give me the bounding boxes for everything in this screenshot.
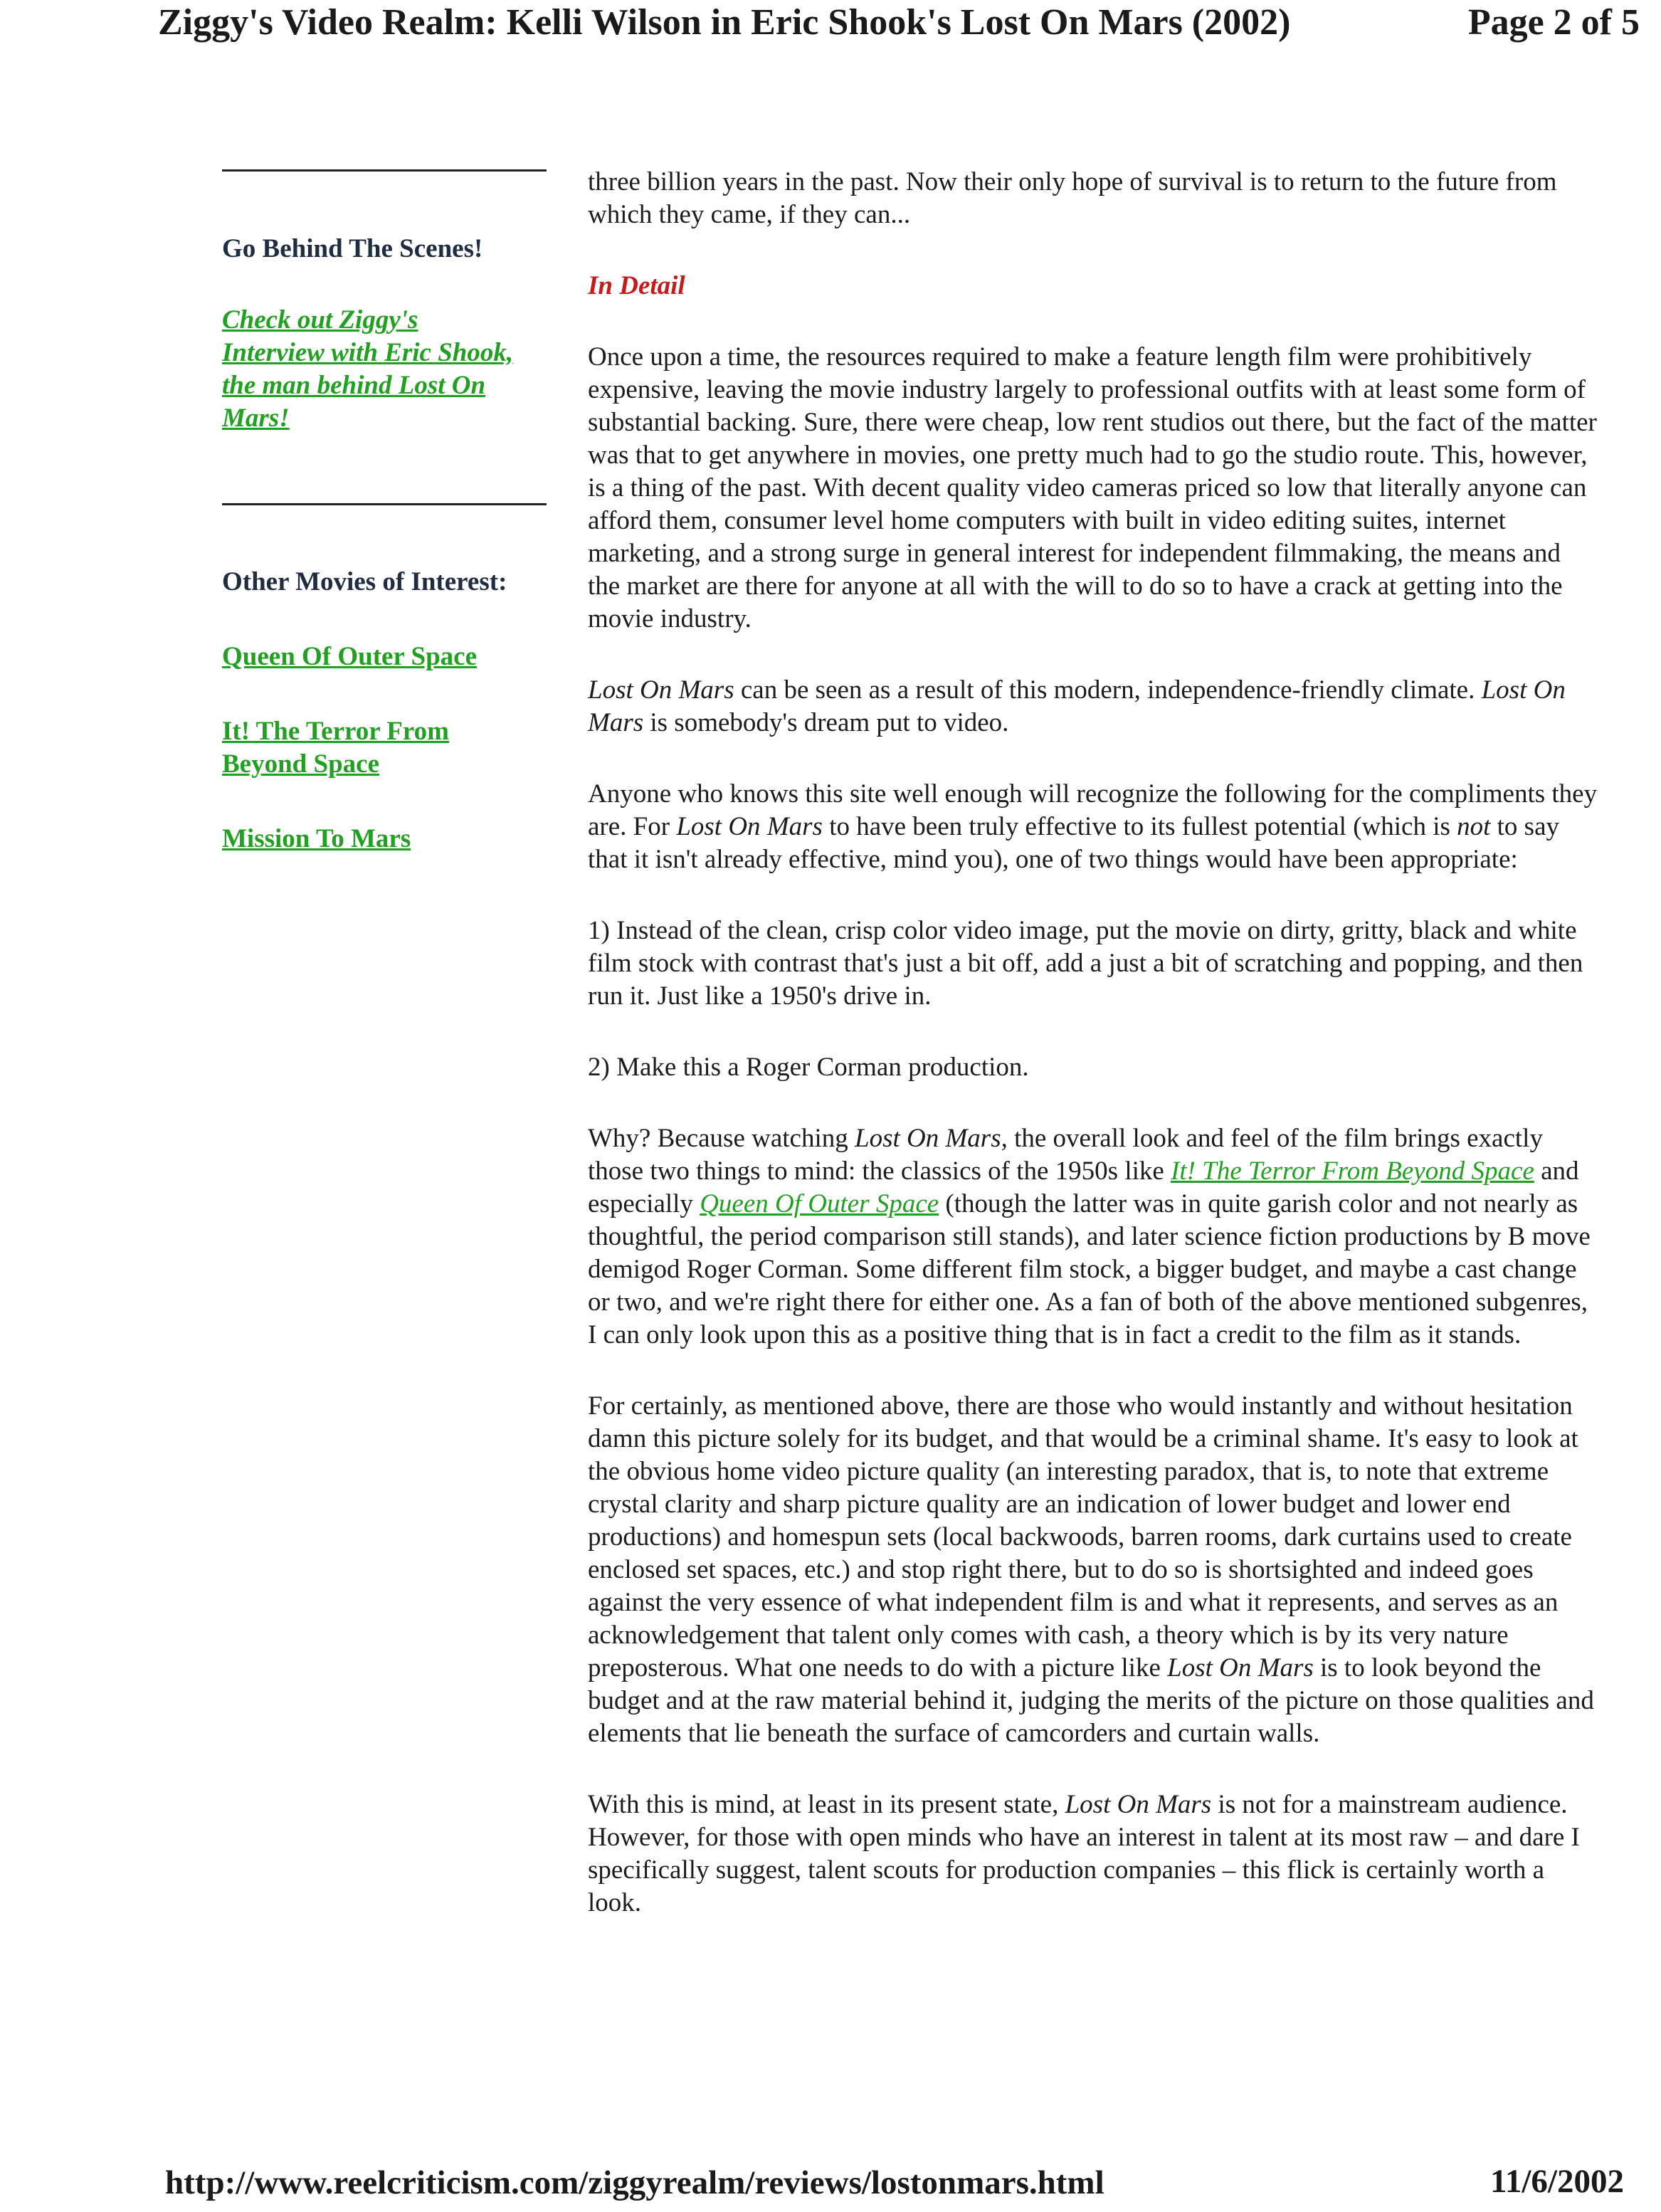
page-number: Page 2 of 5 — [1467, 2, 1640, 43]
behind-scenes-heading: Go Behind The Scenes! — [222, 234, 483, 263]
movie-link-mission-to-mars[interactable]: Mission To Mars — [222, 824, 411, 853]
film-title: Lost On Mars — [1065, 1790, 1212, 1819]
movie-link-it-the-terror[interactable]: It! The Terror From Beyond Space — [222, 717, 449, 779]
page-title: Ziggy's Video Realm: Kelli Wilson in Eric Shook's Lost On Mars (2002) — [158, 2, 1291, 43]
section-heading: In Detail — [588, 271, 685, 300]
paragraph-text: Why? Because watching — [588, 1124, 855, 1153]
paragraph-text: For certainly, as mentioned above, there are those who would instantly and without hesitation damn this picture solely for its budget, and that would be a criminal shame. It's easy to look at the obvious home video picture quality (an interesting paradox, that is, to note that extreme crystal clarity and sharp picture quality are an indication of lower budget and lower end productions) and homespun sets (local backwoods, barren rooms, dark curtains used to create enclosed set spaces, etc.) and stop right there, but to do so is shortsighted and indeed goes against the very essence of what independent film is and what it represents, and serves as an acknowledgement that talent only comes with cash, a theory which is by its very nature preposterous. What one needs to do with a picture like — [588, 1391, 1578, 1682]
paragraph-text: and especially — [588, 1157, 1579, 1218]
paragraph-8 — [588, 1789, 1598, 1919]
movie-link-queen-of-outer-space[interactable]: Queen Of Outer Space — [222, 642, 477, 671]
film-title: Lost On Mars, — [855, 1124, 1008, 1153]
page-url: http://www.reelcriticism.com/ziggyrealm/reviews/lostonmars.html — [165, 2164, 1104, 2201]
paragraph-2 — [588, 674, 1598, 739]
film-title: Lost On Mars — [588, 675, 1566, 737]
sidebar-divider — [222, 503, 547, 505]
film-title: Lost On Mars — [676, 812, 823, 841]
paragraph-text: (though the latter was in quite garish color and not nearly as thoughtful, the period comparison still stands), and later science fiction productions by B move demigod Roger Corman. Some different film stock, a bigger budget, and maybe a cast change or two, and we're right there for either one. As a fan of both of the above mentioned subgenres, I can only look upon this as a positive thing that is in fact a credit to the film as it stands. — [588, 1189, 1591, 1349]
paragraph-7 — [588, 1390, 1598, 1750]
paragraph-4: 1) Instead of the clean, crisp color video image, put the movie on dirty, gritty, black and white film stock with contrast that's just a bit off, add a just a bit of scratching and popping, and then run it. Just like a 1950's drive in. — [588, 916, 1583, 1011]
other-movies-heading: Other Movies of Interest: — [222, 567, 507, 596]
inline-link-queen-of-outer-space[interactable]: Queen Of Outer Space — [700, 1189, 939, 1218]
film-title: Lost On Mars — [1167, 1653, 1314, 1682]
film-title: Lost On Mars — [588, 675, 734, 705]
paragraph-text: is to look beyond the budget and at the raw material behind it, judging the merits of the picture on those qualities and elements that lie beneath the surface of camcorders and curtain walls. — [588, 1653, 1594, 1748]
paragraph-5: 2) Make this a Roger Corman production. — [588, 1053, 1029, 1082]
paragraph-text: With this is mind, at least in its present state, — [588, 1790, 1065, 1819]
print-date: 11/6/2002 — [1489, 2163, 1624, 2200]
intro-tail: three billion years in the past. Now their only hope of survival is to return to the future from which they came, if they can... — [588, 167, 1557, 229]
sidebar-divider — [222, 169, 547, 172]
paragraph-text: is somebody's dream put to video. — [643, 708, 1009, 737]
paragraph-text: is not for a mainstream audience. However, for those with open minds who have an interest in talent at its most raw – and dare I specifically suggest, talent scouts for production companies – this flick is certainly worth a look. — [588, 1790, 1580, 1917]
interview-link[interactable]: Check out Ziggy's Interview with Eric Shook, the man behind Lost On Mars! — [222, 305, 514, 433]
paragraph-text: to have been truly effective to its fullest potential (which is — [822, 812, 1457, 841]
paragraph-1: Once upon a time, the resources required to make a feature length film were prohibitively expensive, leaving the movie industry largely to professional outfits with at least some form of substantial backing. Sure, there were cheap, low rent studios out there, but the fact of the matter was that to get anywhere in movies, one pretty much had to go the studio route. This, however, is a thing of the past. With decent quality video cameras priced so low that literally anyone can afford them, consumer level home computers with built in video editing suites, internet marketing, and a strong surge in general interest for independent filmmaking, the means and the market are there for anyone at all with the will to do so to have a crack at getting into the movie industry. — [588, 342, 1597, 633]
inline-link-it-the-terror[interactable]: It! The Terror From Beyond Space — [1171, 1157, 1534, 1186]
paragraph-text: the overall look and feel of the film brings exactly those two things to mind: the classics of the 1950s like — [588, 1124, 1543, 1186]
paragraph-text: to say that it isn't already effective, mind you), one of two things would have been appropriate: — [588, 812, 1560, 874]
review-body — [588, 166, 1598, 1958]
sidebar — [222, 169, 549, 855]
paragraph-3 — [588, 778, 1598, 876]
print-header — [0, 0, 1661, 64]
print-footer — [0, 2149, 1661, 2212]
emphasis: not — [1457, 812, 1491, 841]
paragraph-text: can be seen as a result of this modern, independence-friendly climate. — [734, 675, 1482, 705]
paragraph-6 — [588, 1122, 1598, 1352]
paragraph-text: Anyone who knows this site well enough will recognize the following for the compliments they are. For — [588, 779, 1598, 841]
